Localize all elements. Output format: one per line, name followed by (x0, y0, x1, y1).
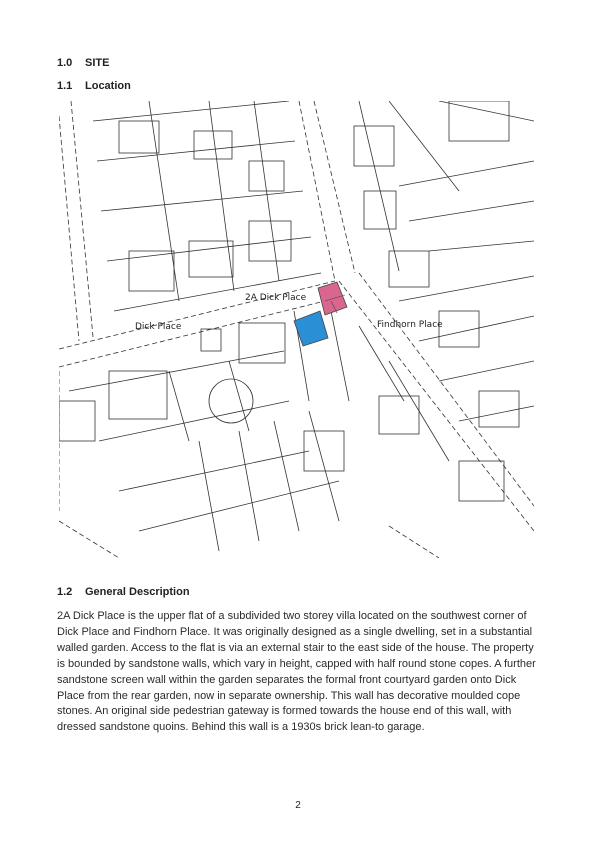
map-linework (59, 101, 534, 558)
map-label-2a-dick-place: 2A Dick Place (245, 293, 307, 303)
map-label-dick-place: Dick Place (135, 322, 182, 332)
section-title: General Description (85, 586, 190, 598)
section-heading-general-description (57, 586, 190, 599)
section-number: 1.0 (57, 57, 73, 69)
section-heading-site (57, 57, 109, 70)
location-map (59, 101, 534, 558)
location-map-drawing (59, 101, 534, 558)
section-heading-location (57, 80, 131, 93)
page-number: 2 (295, 800, 301, 811)
general-description-paragraph: 2A Dick Place is the upper flat of a subdivided two storey villa located on the southwest corner of Dick Place and Findhorn Place. It was originally designed as a single dwelling, set in a substantial walled garden. Access to the flat is via an external stair to the east side of the house. The property is bounded by sandstone walls, which vary in height, capped with half round stone copes. A further sandstone screen wall within the garden separates the formal front courtyard garden onto Dick Place from the rear garden, now in separate ownership. This wall has decorative moulded cope stones. An original side pedestrian gateway is formed towards the house end of this wall, with dressed sandstone quoins. Behind this wall is a 1930s brick lean-to garage. (57, 610, 536, 734)
section-title: SITE (85, 57, 110, 69)
map-label-findhorn-place: Findhorn Place (377, 320, 443, 330)
section-number: 1.1 (57, 80, 73, 92)
section-title: Location (85, 80, 131, 92)
section-number: 1.2 (57, 586, 73, 598)
